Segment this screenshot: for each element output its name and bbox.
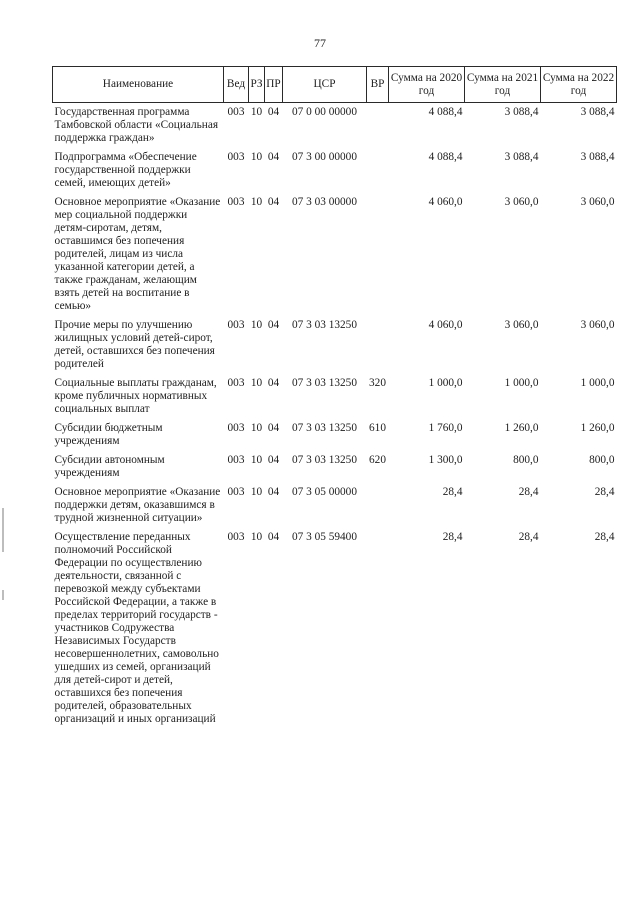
cell-rz: 10	[250, 422, 263, 434]
scan-edge-mark	[2, 508, 4, 552]
cell-vr	[367, 528, 389, 729]
cell-csr: 07 3 03 13250	[292, 422, 357, 434]
cell-ved: 003	[227, 486, 245, 498]
table-header-row	[53, 67, 617, 103]
cell-sum-2021: 3 088,4	[504, 151, 539, 163]
cell-sum-2020: 4 088,4	[428, 151, 463, 163]
cell-sum-2020: 28,4	[442, 531, 463, 543]
cell-sum-2022: 28,4	[594, 531, 615, 543]
cell-sum-2021: 3 060,0	[504, 319, 539, 331]
cell-rz: 10	[250, 319, 263, 331]
cell-rz: 10	[250, 454, 263, 466]
cell-sum-2021: 1 260,0	[504, 422, 539, 434]
cell-sum-2020: 28,4	[442, 486, 463, 498]
cell-pr: 04	[267, 196, 280, 208]
cell-sum-2022: 800,0	[589, 454, 615, 466]
cell-sum-2021: 3 060,0	[504, 196, 539, 208]
cell-ved: 003	[227, 151, 245, 163]
cell-csr: 07 3 05 59400	[292, 531, 357, 543]
header-csr: ЦСР	[283, 67, 367, 103]
cell-rz: 10	[250, 106, 263, 118]
cell-name: Субсидии бюджетным учреждениям	[54, 422, 163, 447]
cell-ved: 003	[227, 319, 245, 331]
cell-csr: 07 3 03 13250	[292, 319, 357, 331]
cell-ved: 003	[227, 454, 245, 466]
cell-pr: 04	[267, 106, 280, 118]
cell-pr: 04	[267, 531, 280, 543]
table-row	[53, 316, 617, 374]
table-row	[53, 193, 617, 316]
cell-ved: 003	[227, 422, 245, 434]
cell-sum-2022: 1 000,0	[580, 377, 615, 389]
cell-vr	[367, 316, 389, 374]
cell-name: Социальные выплаты гражданам, кроме публичных нормативных социальных выплат	[54, 377, 217, 415]
cell-ved: 003	[227, 106, 245, 118]
cell-csr: 07 3 03 13250	[292, 377, 357, 389]
table-row	[53, 483, 617, 528]
cell-csr: 07 3 05 00000	[292, 486, 357, 498]
cell-sum-2020: 4 060,0	[428, 196, 463, 208]
page-number: 77	[314, 36, 326, 50]
header-sum-2021: Сумма на 2021 год	[465, 67, 541, 103]
cell-sum-2021: 28,4	[518, 531, 539, 543]
budget-table	[52, 66, 617, 729]
cell-rz: 10	[250, 377, 263, 389]
header-ved: Вед	[224, 67, 249, 103]
cell-rz: 10	[250, 196, 263, 208]
cell-pr: 04	[267, 422, 280, 434]
cell-sum-2022: 3 088,4	[580, 106, 615, 118]
cell-name: Осуществление переданных полномочий Российской Федерации по осуществлению деятельности, связанной с перевозкой между субъектами Российской Федерации, а также в пределах территорий государств - участников Содружества Независимых Государств несовершеннолетних, самовольно ушедших из семей, организаций для детей-сирот и детей, оставшихся без попечения родителей, образовательных организаций и иных организаций	[54, 531, 219, 725]
cell-ved: 003	[227, 377, 245, 389]
cell-rz: 10	[250, 531, 263, 543]
cell-vr	[367, 103, 389, 149]
cell-sum-2022: 1 260,0	[580, 422, 615, 434]
cell-sum-2021: 28,4	[518, 486, 539, 498]
table-row	[53, 148, 617, 193]
cell-ved: 003	[227, 531, 245, 543]
scan-edge-mark	[2, 590, 4, 600]
table-row	[53, 451, 617, 483]
cell-sum-2020: 1 300,0	[428, 454, 463, 466]
header-rz: РЗ	[249, 67, 265, 103]
cell-sum-2021: 3 088,4	[504, 106, 539, 118]
cell-name: Субсидии автономным учреждениям	[54, 454, 165, 479]
header-pr: ПР	[265, 67, 283, 103]
cell-csr: 07 3 03 00000	[292, 196, 357, 208]
cell-sum-2022: 3 088,4	[580, 151, 615, 163]
header-vr: ВР	[367, 67, 389, 103]
cell-sum-2021: 800,0	[513, 454, 539, 466]
header-sum-2020: Сумма на 2020 год	[389, 67, 465, 103]
cell-sum-2022: 28,4	[594, 486, 615, 498]
cell-csr: 07 3 03 13250	[292, 454, 357, 466]
cell-csr: 07 3 00 00000	[292, 151, 357, 163]
cell-sum-2020: 1 760,0	[428, 422, 463, 434]
table-row	[53, 374, 617, 419]
cell-vr: 620	[369, 454, 386, 466]
cell-name: Подпрограмма «Обеспечение государственной поддержки семей, имеющих детей»	[54, 151, 197, 189]
header-name: Наименование	[53, 67, 224, 103]
cell-name: Основное мероприятие «Оказание поддержки детям, оказавшимся в трудной жизненной ситуации»	[54, 486, 221, 524]
table-row	[53, 103, 617, 149]
cell-pr: 04	[267, 151, 280, 163]
cell-csr: 07 0 00 00000	[292, 106, 357, 118]
cell-sum-2020: 1 000,0	[428, 377, 463, 389]
cell-name: Государственная программа Тамбовской области «Социальная поддержка граждан»	[54, 106, 219, 144]
header-sum-2022: Сумма на 2022 год	[541, 67, 617, 103]
cell-sum-2022: 3 060,0	[580, 196, 615, 208]
cell-ved: 003	[227, 196, 245, 208]
cell-vr	[367, 483, 389, 528]
cell-vr: 320	[369, 377, 386, 389]
cell-sum-2021: 1 000,0	[504, 377, 539, 389]
table-row	[53, 419, 617, 451]
cell-vr	[367, 193, 389, 316]
cell-sum-2020: 4 088,4	[428, 106, 463, 118]
cell-rz: 10	[250, 486, 263, 498]
cell-pr: 04	[267, 486, 280, 498]
cell-vr	[367, 148, 389, 193]
cell-sum-2020: 4 060,0	[428, 319, 463, 331]
cell-name: Прочие меры по улучшению жилищных условий детей-сирот, детей, оставшихся без попечения родителей	[54, 319, 215, 370]
cell-rz: 10	[250, 151, 263, 163]
table-row	[53, 528, 617, 729]
cell-pr: 04	[267, 319, 280, 331]
cell-pr: 04	[267, 454, 280, 466]
cell-vr: 610	[369, 422, 386, 434]
cell-sum-2022: 3 060,0	[580, 319, 615, 331]
cell-pr: 04	[267, 377, 280, 389]
cell-name: Основное мероприятие «Оказание мер социальной поддержки детям-сиротам, детям, оставшимся без попечения родителей, лицам из числа указанной категории детей, а также гражданам, желающим взять детей на воспитание в семью»	[54, 196, 221, 312]
